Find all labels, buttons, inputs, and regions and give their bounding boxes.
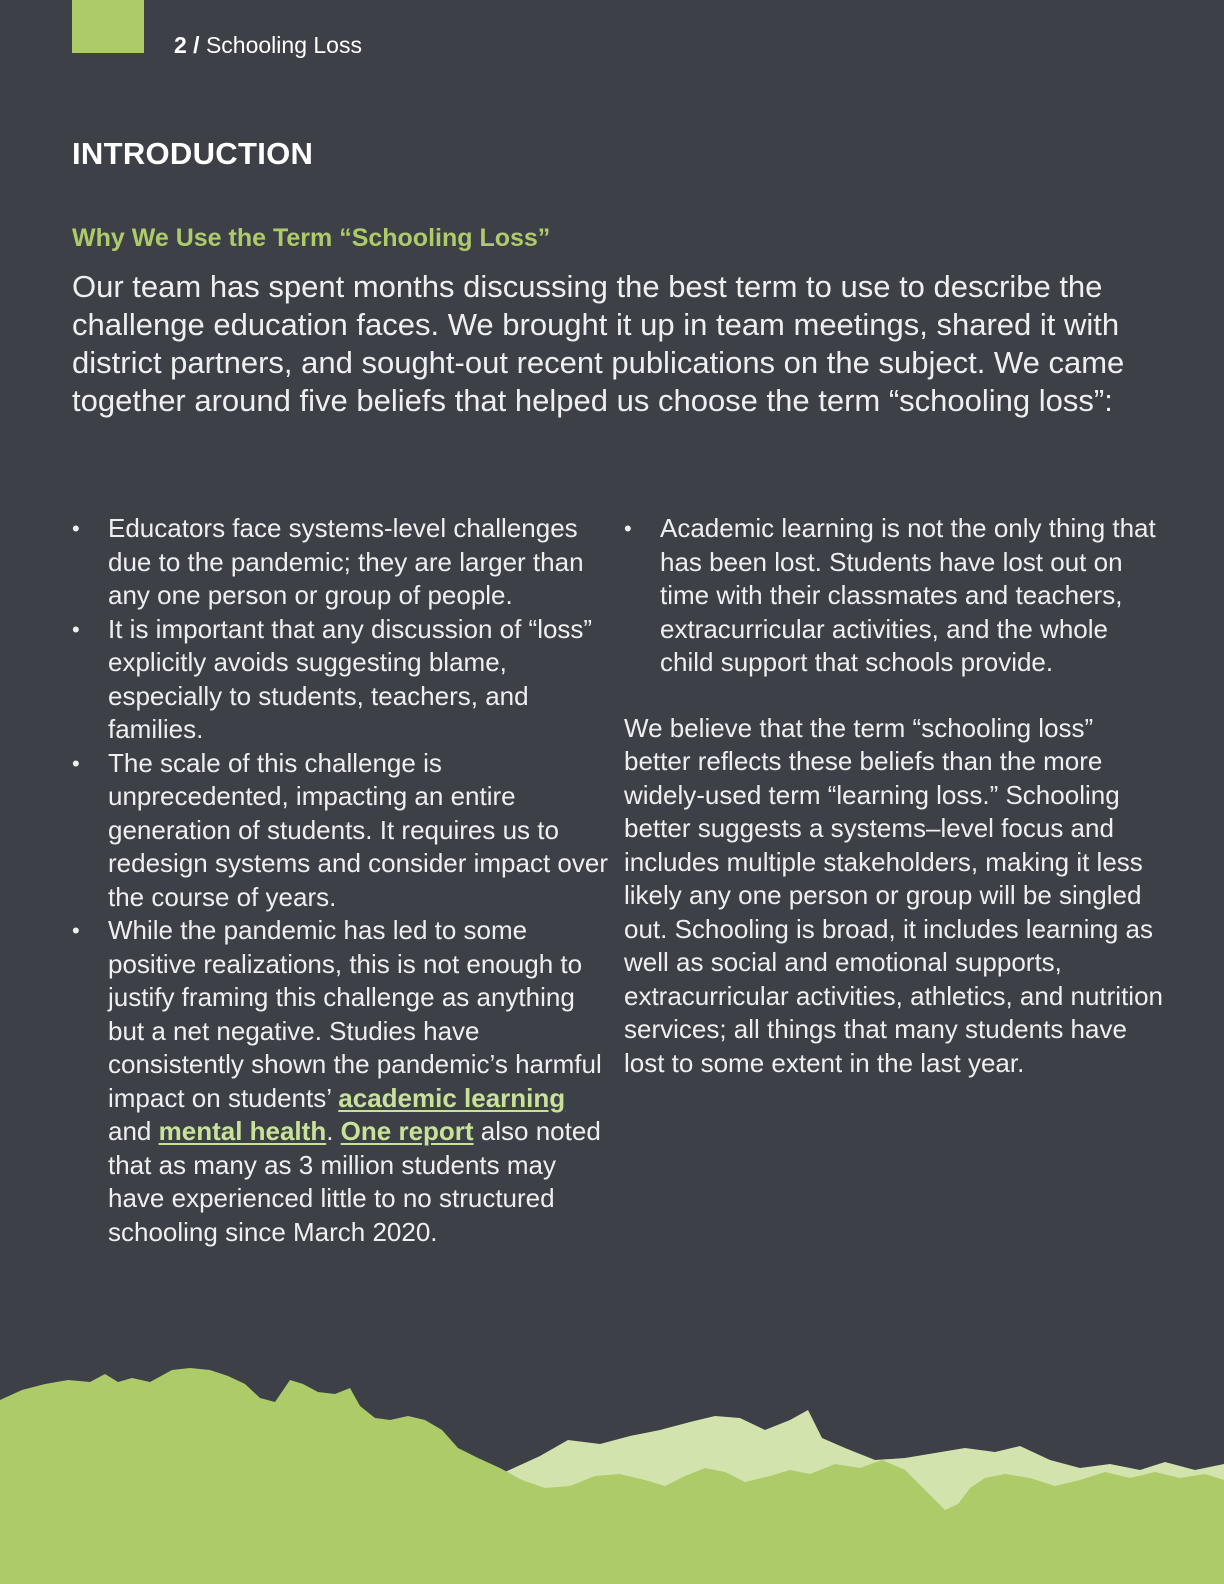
belief-text: .	[326, 1116, 341, 1146]
subheading: Why We Use the Term “Schooling Loss”	[72, 224, 551, 252]
belief-text: and	[108, 1116, 159, 1146]
closing-paragraph: We believe that the term “schooling loss” better reflects these beliefs than the more widely-used term “learning loss.” Schooling better suggests a systems–level focus and includes multiple stakeholders, making it less likely any one person or group will be singled out. Schooling is broad, it includes learning as well as social and emotional supports, extracurricular activities, athletics, and nutrition services; all things that many students have lost to some extent in the last year.	[624, 712, 1164, 1078]
belief-item-with-links	[72, 914, 612, 1249]
beliefs-list-right	[624, 512, 1164, 680]
mountain-silhouette-decoration	[0, 1360, 1224, 1584]
belief-text: While the pandemic has led to some positive realizations, this is not enough to justify framing this challenge as anything but a net negative. Studies have consistently shown the pandemic’s harmful impact on students’	[108, 915, 602, 1113]
beliefs-list-left	[72, 512, 612, 1249]
belief-item: • It is important that any discussion of “loss” explicitly avoids suggesting blame, especially to students, teachers, and families.	[72, 613, 612, 747]
belief-item: • Academic learning is not the only thing that has been lost. Students have lost out on time with their classmates and teachers, extracurricular activities, and the whole child support that schools provide.	[624, 512, 1164, 680]
running-head-separator: /	[186, 32, 206, 58]
one-report-link[interactable]: One report	[340, 1116, 474, 1146]
right-column	[624, 512, 1164, 1080]
academic-learning-link[interactable]: academic learning	[338, 1082, 566, 1113]
belief-item: • Educators face systems-level challenges due to the pandemic; they are larger than any one person or group of people.	[72, 512, 612, 613]
lead-paragraph: Our team has spent months discussing the best term to use to describe the challenge education faces. We brought it up in team meetings, shared it with district partners, and sought-out recent publications on the subject. We came together around five beliefs that helped us choose the term “schooling loss”:	[72, 269, 1125, 418]
page-number: 2	[174, 32, 187, 58]
belief-item: • The scale of this challenge is unprecedented, impacting an entire generation of students. It requires us to redesign systems and consider impact over the course of years.	[72, 747, 612, 915]
corner-accent-block	[72, 0, 144, 53]
belief-text: also noted that as many as 3 million students may have experienced little to no structured schooling since March 2020.	[108, 1116, 601, 1247]
running-head-section: Schooling Loss	[205, 32, 362, 58]
section-title: INTRODUCTION	[72, 136, 314, 171]
running-head	[174, 32, 362, 59]
mental-health-link[interactable]: mental health	[158, 1116, 327, 1146]
left-column	[72, 512, 612, 1249]
